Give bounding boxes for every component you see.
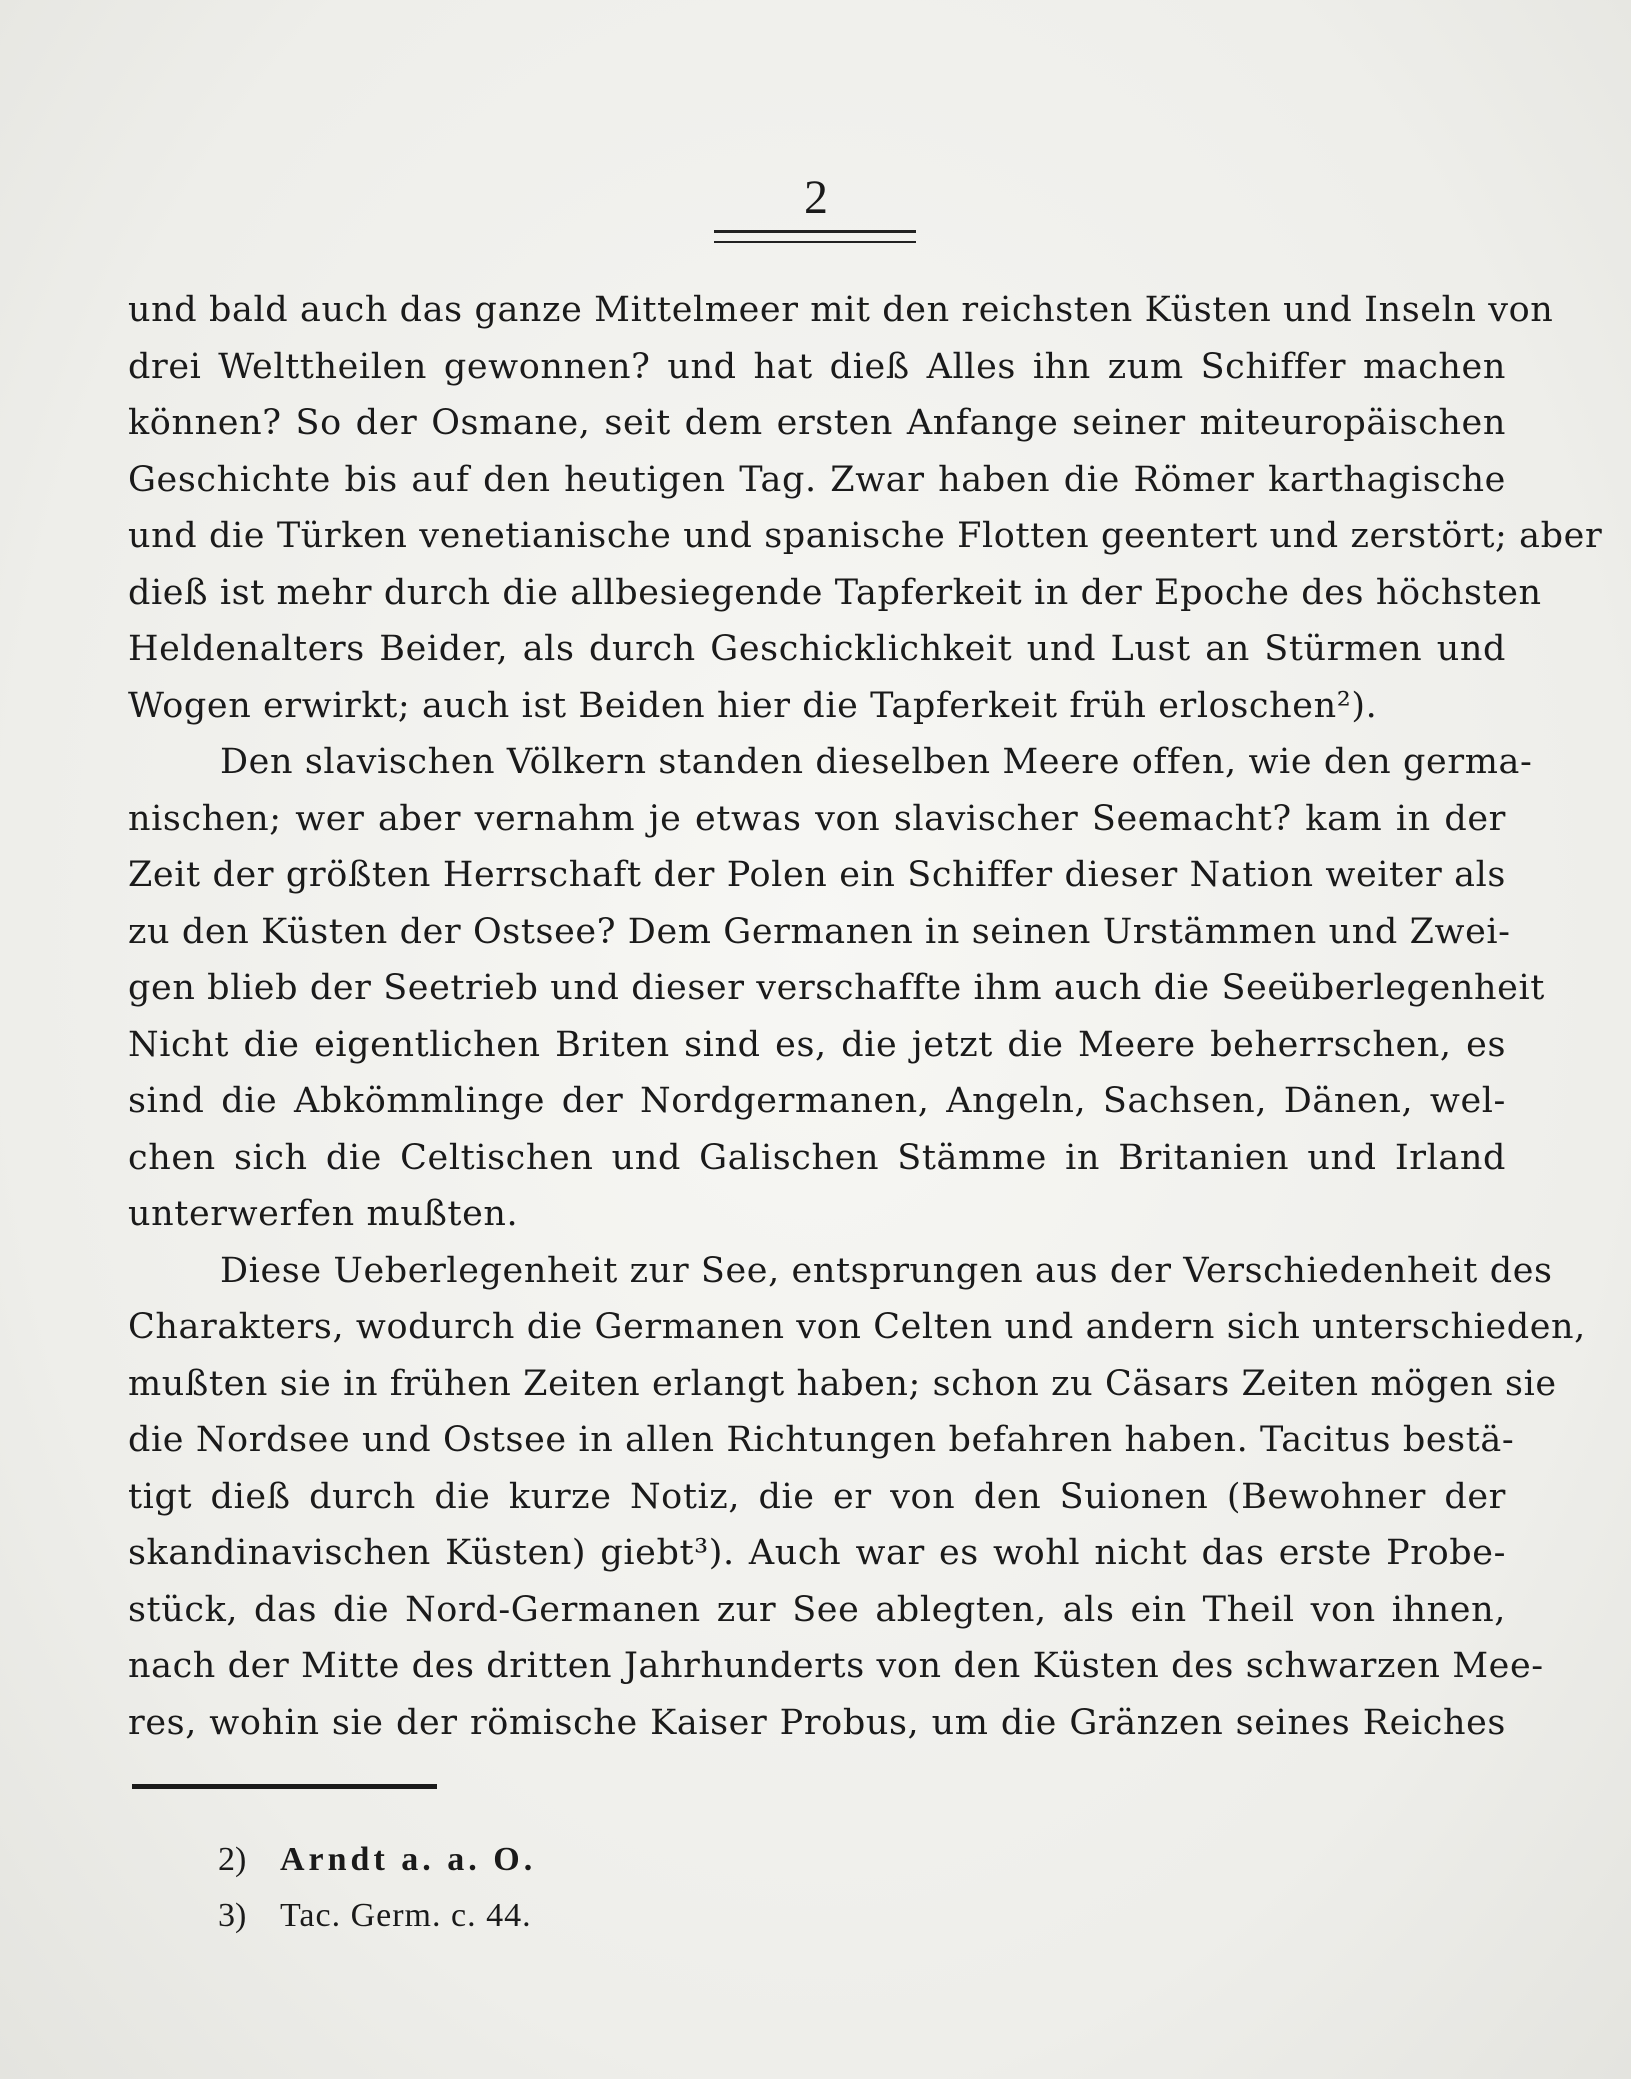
text-line: Den slavischen Völkern standen dieselben Meere offen, wie den germa- <box>220 742 1533 782</box>
text-line: unterwerfen mußten. <box>128 1194 519 1234</box>
text-line: nischen; wer aber vernahm je etwas von slavischer Seemacht? kam in der <box>128 798 1506 839</box>
text-line: Heldenalters Beider, als durch Geschicklichkeit und Lust an Stürmen und <box>128 629 1506 669</box>
text-line: können? So der Osmane, seit dem ersten Anfange seiner miteuropäischen <box>128 403 1506 443</box>
footnote <box>218 1832 918 1888</box>
text-line: mußten sie in frühen Zeiten erlangt haben; schon zu Cäsars Zeiten mögen sie <box>128 1363 1557 1404</box>
text-line: drei Welttheilen gewonnen? und hat dieß Alles ihn zum Schiffer machen <box>128 346 1506 387</box>
footnote-text: Tac. Germ. c. 44. <box>280 1897 532 1934</box>
footnote-number: 2) <box>218 1841 247 1878</box>
footnotes <box>218 1832 918 1944</box>
body-text <box>128 282 1603 1751</box>
text-line: die Nordsee und Ostsee in allen Richtungen befahren haben. Tacitus bestä- <box>128 1420 1515 1460</box>
footnote-rule <box>132 1784 437 1789</box>
text-line: Geschichte bis auf den heutigen Tag. Zwar haben die Römer karthagische <box>128 459 1506 500</box>
text-line: sind die Abkömmlinge der Nordgermanen, Angeln, Sachsen, Dänen, wel- <box>128 1081 1506 1121</box>
footnote-number: 3) <box>218 1897 247 1934</box>
text-line: skandinavischen Küsten) giebt³). Auch war es wohl nicht das erste Probe- <box>128 1533 1506 1573</box>
text-line: und die Türken venetianische und spanische Flotten geentert und zerstört; aber <box>128 516 1603 556</box>
header-rule <box>714 230 916 243</box>
page-number: 2 <box>804 171 828 224</box>
text-line: Nicht die eigentlichen Briten sind es, die jetzt die Meere beherrschen, es <box>128 1024 1506 1065</box>
text-line: Wogen erwirkt; auch ist Beiden hier die Tapferkeit früh erloschen²). <box>128 685 1378 726</box>
text-line: zu den Küsten der Ostsee? Dem Germanen in seinen Urstämmen und Zwei- <box>128 911 1511 952</box>
text-line: dieß ist mehr durch die allbesiegende Tapferkeit in der Epoche des höchsten <box>128 572 1542 613</box>
text-line: res, wohin sie der römische Kaiser Probus, um die Gränzen seines Reiches <box>128 1702 1506 1743</box>
text-line: tigt dieß durch die kurze Notiz, die er von den Suionen (Bewohner der <box>128 1476 1506 1517</box>
text-line: und bald auch das ganze Mittelmeer mit den reichsten Küsten und Inseln von <box>128 290 1554 330</box>
text-line: Charakters, wodurch die Germanen von Celten und andern sich unterschieden, <box>128 1307 1586 1347</box>
footnote-text: Arndt a. a. O. <box>280 1841 537 1878</box>
text-line: stück, das die Nord-Germanen zur See ablegten, als ein Theil von ihnen, <box>128 1589 1506 1630</box>
text-line: Diese Ueberlegenheit zur See, entsprungen aus der Verschiedenheit des <box>220 1250 1553 1291</box>
text-line: Zeit der größten Herrschaft der Polen ein Schiffer dieser Nation weiter als <box>128 855 1506 895</box>
text-line: chen sich die Celtischen und Galischen Stämme in Britanien und Irland <box>128 1137 1506 1178</box>
text-line: nach der Mitte des dritten Jahrhunderts von den Küsten des schwarzen Mee- <box>128 1646 1544 1686</box>
text-line: gen blieb der Seetrieb und dieser verschaffte ihm auch die Seeüberlegenheit <box>128 968 1545 1008</box>
footnote <box>218 1888 918 1944</box>
